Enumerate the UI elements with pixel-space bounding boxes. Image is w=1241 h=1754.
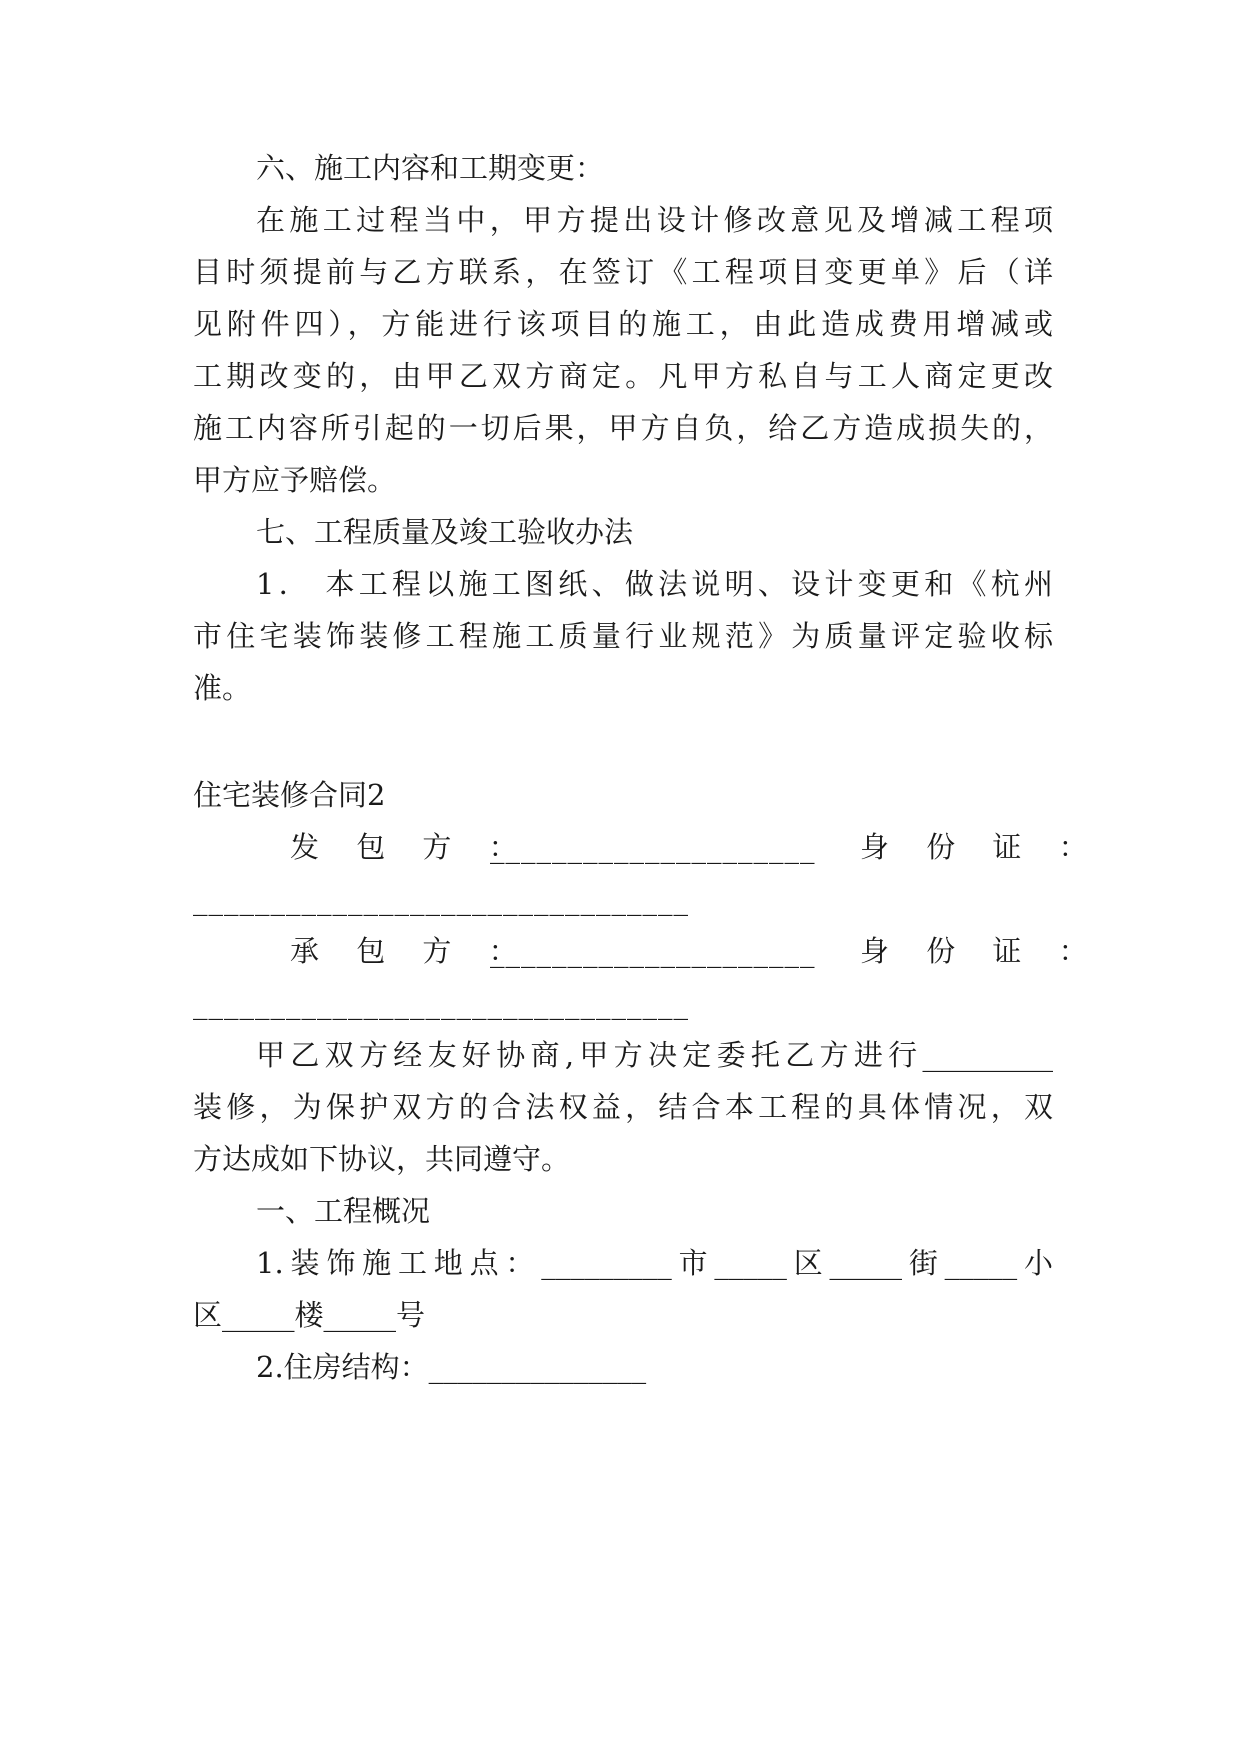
party-b-label <box>290 931 532 971</box>
paragraph-line: 1． 本工程以施工图纸、做法说明、设计变更和《杭州 <box>256 567 1053 601</box>
paragraph-line: 甲乙双方经友好协商,甲方决定委托乙方进行_________ <box>256 1038 1053 1072</box>
party-b-id-label-text: 身 份 证 ： <box>860 934 1102 968</box>
paragraph-line: 见附件四），方能进行该项目的施工，由此造成费用增减或 <box>193 307 1053 341</box>
party-a-id-blank: ________________________________ <box>193 882 689 916</box>
section1-heading: 一、工程概况 <box>256 1194 431 1228</box>
party-b-blank: _____________________ <box>490 934 816 968</box>
paragraph-line: 市住宅装饰装修工程施工质量行业规范》为质量评定验收标 <box>193 619 1053 653</box>
address-line: 1.装饰施工地点：_________市_____区_____街_____小 <box>256 1246 1053 1280</box>
party-b-id-label <box>860 931 1102 971</box>
paragraph-line: 甲方应予赔偿。 <box>193 463 397 497</box>
address-line: 区_____楼_____号 <box>193 1298 426 1332</box>
section6-heading: 六、施工内容和工期变更： <box>256 151 605 185</box>
contract-title: 住宅装修合同2 <box>193 778 386 812</box>
party-a-label <box>290 827 532 867</box>
paragraph-line: 准。 <box>193 671 252 705</box>
paragraph-line: 施工内容所引起的一切后果，甲方自负，给乙方造成损失的， <box>193 411 1053 445</box>
paragraph-line: 装修，为保护双方的合法权益，结合本工程的具体情况，双 <box>193 1090 1053 1124</box>
paragraph-line: 工期改变的，由甲乙双方商定。凡甲方私自与工人商定更改 <box>193 359 1053 393</box>
party-b-label-text: 承 包 方 ： <box>290 934 532 968</box>
party-a-blank: _____________________ <box>490 830 816 864</box>
paragraph-line: 目时须提前与乙方联系，在签订《工程项目变更单》后（详 <box>193 255 1053 289</box>
paragraph-line: 在施工过程当中，甲方提出设计修改意见及增减工程项 <box>256 203 1053 237</box>
party-b-id-blank: ________________________________ <box>193 986 689 1020</box>
section7-heading: 七、工程质量及竣工验收办法 <box>256 515 634 549</box>
party-a-id-label-text: 身 份 证 ： <box>860 830 1102 864</box>
structure-line: 2.住房结构：_______________ <box>256 1350 647 1384</box>
party-a-id-label <box>860 827 1102 867</box>
paragraph-line: 方达成如下协议，共同遵守。 <box>193 1142 571 1176</box>
party-a-label-text: 发 包 方 ： <box>290 830 532 864</box>
